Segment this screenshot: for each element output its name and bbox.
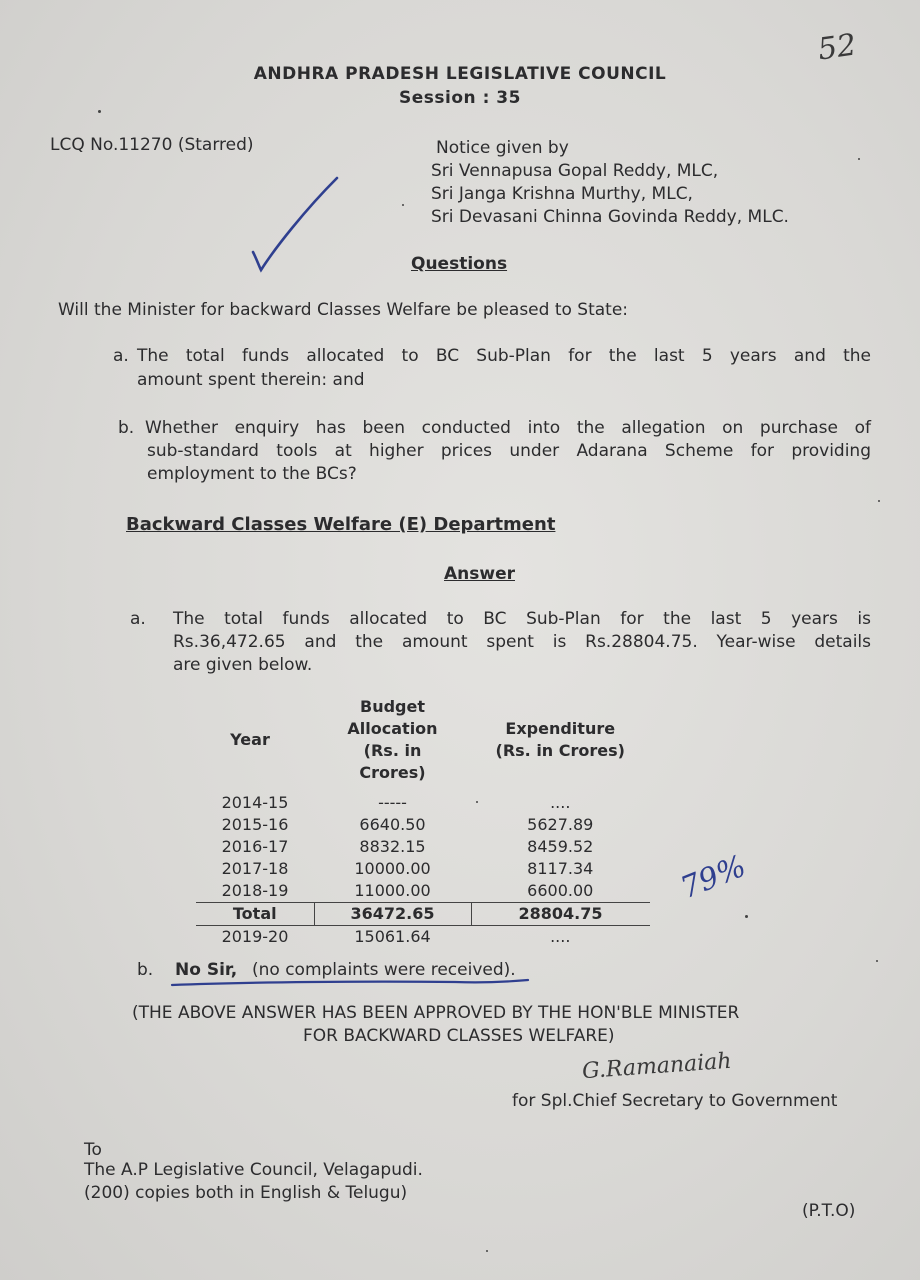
pto-mark: (P.T.O): [802, 1201, 856, 1221]
row-year: 2018-19: [221, 881, 289, 900]
paper-speck: [402, 204, 404, 206]
signatory-line: for Spl.Chief Secretary to Government: [512, 1091, 838, 1111]
row-expenditure: ....: [550, 793, 571, 812]
notice-member: Sri Janga Krishna Murthy, MLC,: [431, 184, 693, 204]
table-row: [196, 858, 650, 880]
row-budget: 8832.15: [359, 837, 426, 856]
question-b-line: Whether enquiry has been conducted into the allegation on purchase of: [145, 418, 871, 438]
row-budget: 10000.00: [354, 859, 431, 878]
answer-b-rest: (no complaints were received).: [252, 960, 516, 980]
paper-speck: [878, 500, 880, 502]
answer-heading: Answer: [444, 564, 515, 584]
question-a-line: The total funds allocated to BC Sub-Plan for the last 5 years and the: [137, 346, 871, 366]
total-expenditure: 28804.75: [471, 903, 650, 926]
questions-heading: Questions: [411, 254, 508, 274]
lcq-number: LCQ No.11270 (Starred): [50, 135, 254, 155]
paper-speck: [98, 110, 101, 113]
question-b-line: employment to the BCs?: [147, 464, 357, 484]
row-expenditure: 8117.34: [527, 859, 594, 878]
header-budget: Budget Allocation (Rs. in Crores): [347, 697, 438, 782]
answer-a-line: Rs.36,472.65 and the amount spent is Rs.28804.75. Year-wise details: [173, 632, 871, 652]
header-expenditure: Expenditure (Rs. in Crores): [495, 719, 625, 760]
row-expenditure: 5627.89: [527, 815, 594, 834]
session-number: Session : 35: [399, 88, 521, 108]
notice-member: Sri Vennapusa Gopal Reddy, MLC,: [431, 161, 719, 181]
row-year: 2014-15: [221, 793, 289, 812]
paper-speck: [858, 158, 860, 160]
answer-b-marker: b.: [137, 960, 154, 980]
budget-table: [196, 696, 650, 948]
row-year: 2015-16: [221, 815, 289, 834]
table-row: [196, 880, 650, 903]
table-header-row: [196, 696, 650, 784]
department-heading: Backward Classes Welfare (E) Department: [126, 514, 556, 535]
check-mark-icon: [245, 170, 345, 280]
document-title: ANDHRA PRADESH LEGISLATIVE COUNCIL: [253, 64, 667, 84]
total-budget: 36472.65: [314, 903, 471, 926]
table-row: [196, 814, 650, 836]
question-a-marker: a.: [113, 346, 129, 366]
table-total-row: [196, 903, 650, 926]
row-year: 2017-18: [221, 859, 289, 878]
to-label: To: [84, 1140, 102, 1160]
notice-member: Sri Devasani Chinna Govinda Reddy, MLC.: [431, 207, 789, 227]
row-budget: 6640.50: [359, 815, 426, 834]
header-year: Year: [230, 730, 270, 749]
answer-a-line: are given below.: [173, 655, 313, 675]
table-row: [196, 926, 650, 949]
approval-line: (THE ABOVE ANSWER HAS BEEN APPROVED BY THE HON'BLE MINISTER: [132, 1003, 740, 1023]
answer-a-marker: a.: [130, 609, 146, 629]
row-expenditure: ....: [550, 927, 571, 946]
total-label: Total: [196, 903, 314, 926]
row-expenditure: 6600.00: [527, 881, 594, 900]
approval-line: FOR BACKWARD CLASSES WELFARE): [303, 1026, 615, 1046]
row-year: 2016-17: [221, 837, 289, 856]
answer-b-bold: No Sir,: [175, 960, 238, 980]
table-row: [196, 836, 650, 858]
underline-stroke: [170, 978, 550, 990]
question-b-marker: b.: [118, 418, 135, 438]
signature: G.Ramanaiah: [581, 1048, 733, 1085]
question-b-line: sub-standard tools at higher prices under Adarana Scheme for providing: [147, 441, 871, 461]
handwritten-percent: 79%: [675, 848, 751, 907]
paper-speck: [486, 1250, 488, 1252]
row-budget: 11000.00: [354, 881, 431, 900]
table-row: [196, 792, 650, 814]
handwritten-page-number: 52: [815, 27, 859, 68]
notice-label: Notice given by: [436, 138, 569, 158]
row-budget: 15061.64: [354, 927, 431, 946]
row-expenditure: 8459.52: [527, 837, 594, 856]
paper-speck: [476, 801, 478, 803]
row-budget: -----: [378, 793, 407, 812]
paper-speck: [876, 960, 878, 962]
copies-line: (200) copies both in English & Telugu): [84, 1183, 408, 1203]
paper-speck: [745, 915, 748, 918]
answer-a-line: The total funds allocated to BC Sub-Plan for the last 5 years is: [173, 609, 871, 629]
row-year: 2019-20: [221, 927, 289, 946]
recipient-line: The A.P Legislative Council, Velagapudi.: [84, 1160, 423, 1180]
question-a-line: amount spent therein: and: [137, 370, 365, 390]
questions-intro: Will the Minister for backward Classes Welfare be pleased to State:: [58, 300, 629, 320]
